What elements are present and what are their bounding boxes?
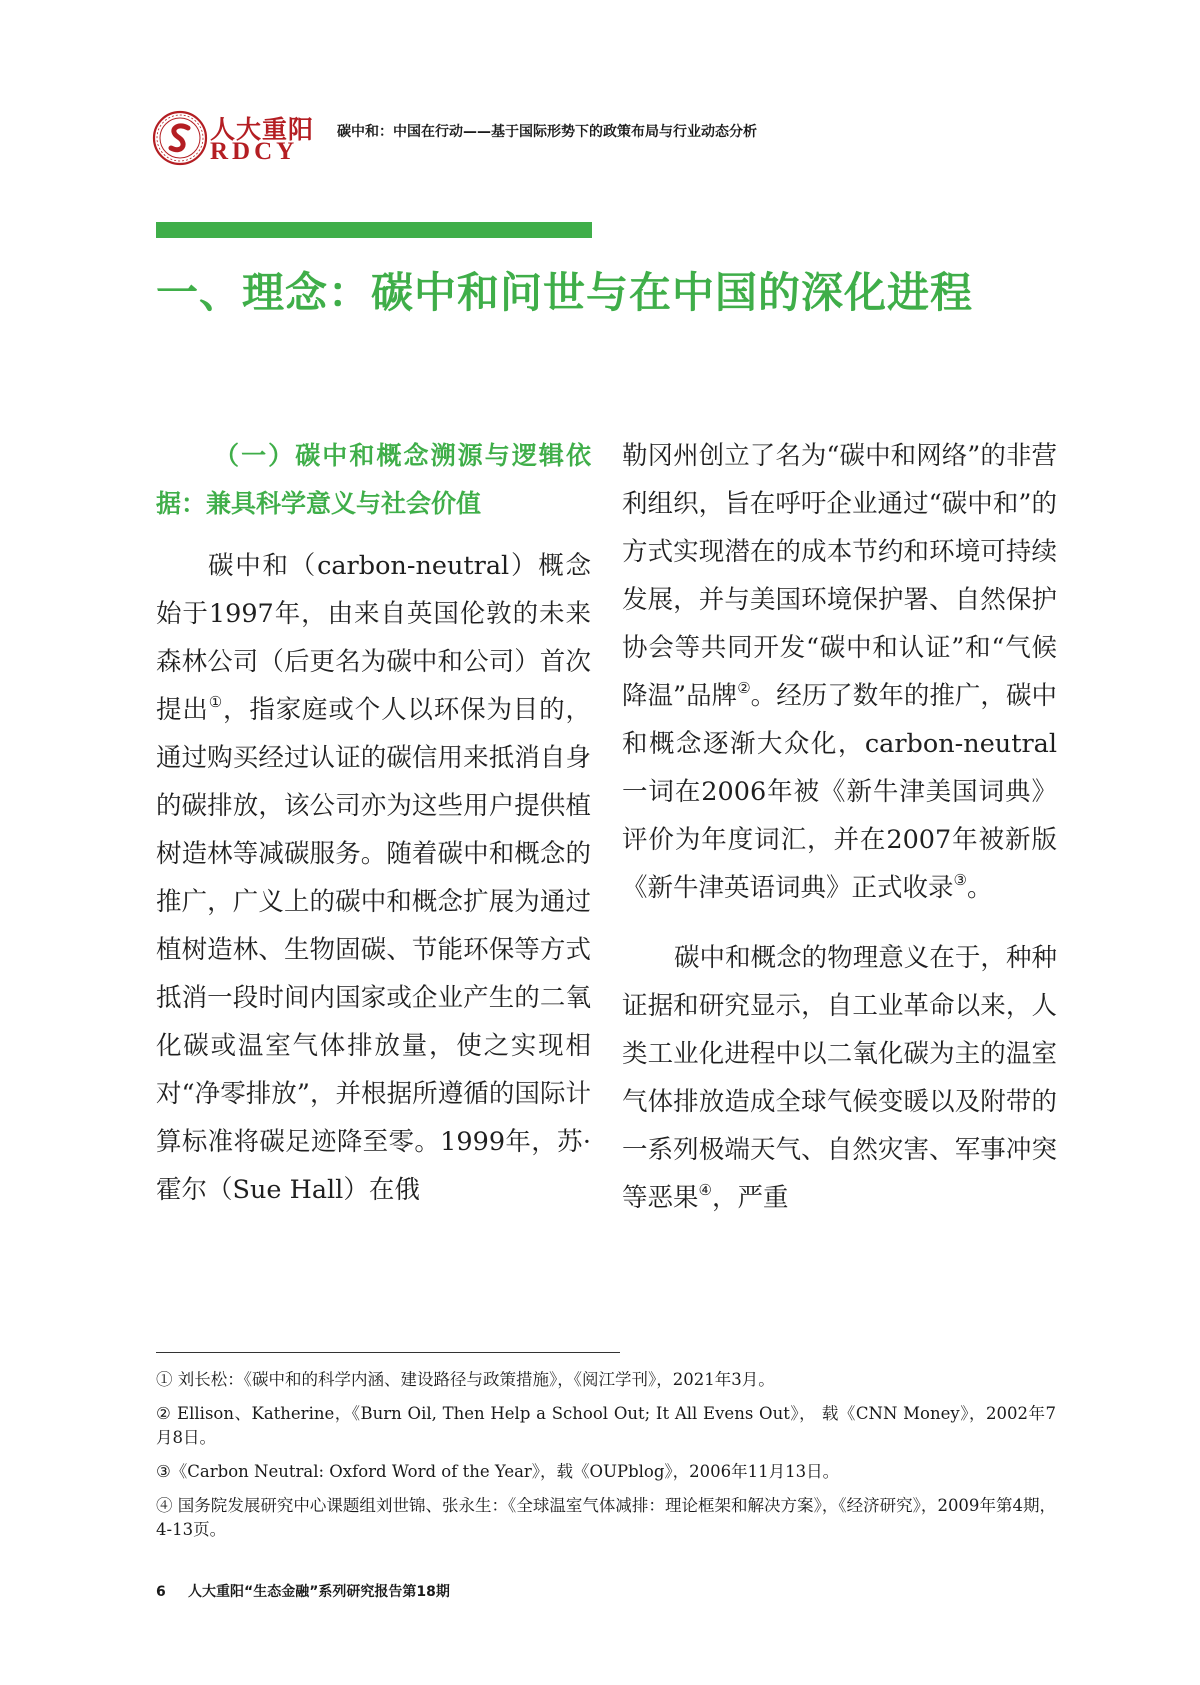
paragraph-text: 。: [966, 873, 993, 903]
report-series: 人大重阳“生态金融”系列研究报告第18期: [188, 1584, 450, 1600]
footnote-ref-1[interactable]: ①: [208, 693, 223, 711]
paragraph-text: ，严重: [711, 1183, 789, 1213]
footnote-divider: [156, 1352, 620, 1353]
paragraph-text: ，指家庭或个人以环保为目的，通过购买经过认证的碳信用来抵消自身的碳排放，该公司亦为这些用户提供植树造林等减碳服务。随着碳中和概念的推广，广义上的碳中和概念扩展为通过植树造林、生物固碳、节能环保等方式抵消一段时间内国家或企业产生的二氧化碳或温室气体排放量，使之实现相对“净零排放”，并根据所遵循的国际计算标准将碳足迹降至零。1999年，苏·霍尔（Sue Hall）在俄: [156, 695, 591, 1205]
paragraph-text: 碳中和（carbon-neutral）概念始于1997年，由来自英国伦敦的未来森林公司（后更名为碳中和公司）首次提出: [156, 551, 591, 725]
section-accent-bar: [156, 222, 592, 238]
footnotes: [156, 1368, 1056, 1552]
rdcy-emblem-icon: [152, 110, 208, 166]
paragraph-physical-meaning: [622, 934, 1057, 1222]
paragraph-text: 碳中和概念的物理意义在于，种种证据和研究显示，自工业革命以来，人类工业化进程中以二氧化碳为主的温室气体排放造成全球气候变暖以及附带的一系列极端天气、自然灾害、军事冲突等恶果: [622, 943, 1057, 1213]
report-header-title: 碳中和：中国在行动——基于国际形势下的政策布局与行业动态分析: [337, 124, 757, 140]
right-column: [622, 432, 1057, 1222]
logo-english-text: RDCY: [210, 138, 299, 165]
section-title: 一、理念：碳中和问世与在中国的深化进程: [156, 268, 974, 317]
logo-chinese-text: 人大重阳: [210, 115, 315, 144]
footnote-2: ② Ellison、Katherine，《Burn Oil, Then Help a School Out; It All Evens Out》， 载《CNN Money》，2002年7月8日。: [156, 1404, 1056, 1447]
footnote-ref-3[interactable]: ③: [953, 871, 967, 889]
paragraph-text: 。经历了数年的推广，碳中和概念逐渐大众化，carbon-neutral一词在2006年被《新牛津美国词典》评价为年度词汇，并在2007年被新版《新牛津英语词典》正式收录: [622, 681, 1057, 903]
paragraph-text: 勒冈州创立了名为“碳中和网络”的非营利组织，旨在呼吁企业通过“碳中和”的方式实现潜在的成本节约和环境可持续发展，并与美国环境保护署、自然保护协会等共同开发“碳中和认证”和“气候降温”品牌: [622, 441, 1057, 711]
footnote-4: ④ 国务院发展研究中心课题组刘世锦、张永生：《全球温室气体减排：理论框架和解决方案》，《经济研究》，2009年第4期，4-13页。: [156, 1496, 1056, 1539]
page-number: 6: [156, 1584, 166, 1600]
rdcy-logo: [152, 108, 322, 168]
footnote-ref-4[interactable]: ④: [698, 1181, 712, 1199]
paragraph-origin: [156, 542, 591, 1214]
paragraph-continuation: [622, 432, 1057, 912]
footnote-ref-2[interactable]: ②: [737, 679, 751, 697]
subsection-heading: （一）碳中和概念溯源与逻辑依据：兼具科学意义与社会价值: [156, 441, 591, 518]
footnote-3: ③《Carbon Neutral: Oxford Word of the Year》，载《OUPblog》，2006年11月13日。: [156, 1462, 840, 1481]
left-column: [156, 432, 591, 1214]
footnote-1: ① 刘长松：《碳中和的科学内涵、建设路径与政策措施》，《阅江学刊》，2021年3月。: [156, 1370, 775, 1389]
page-footer: [156, 1581, 450, 1601]
